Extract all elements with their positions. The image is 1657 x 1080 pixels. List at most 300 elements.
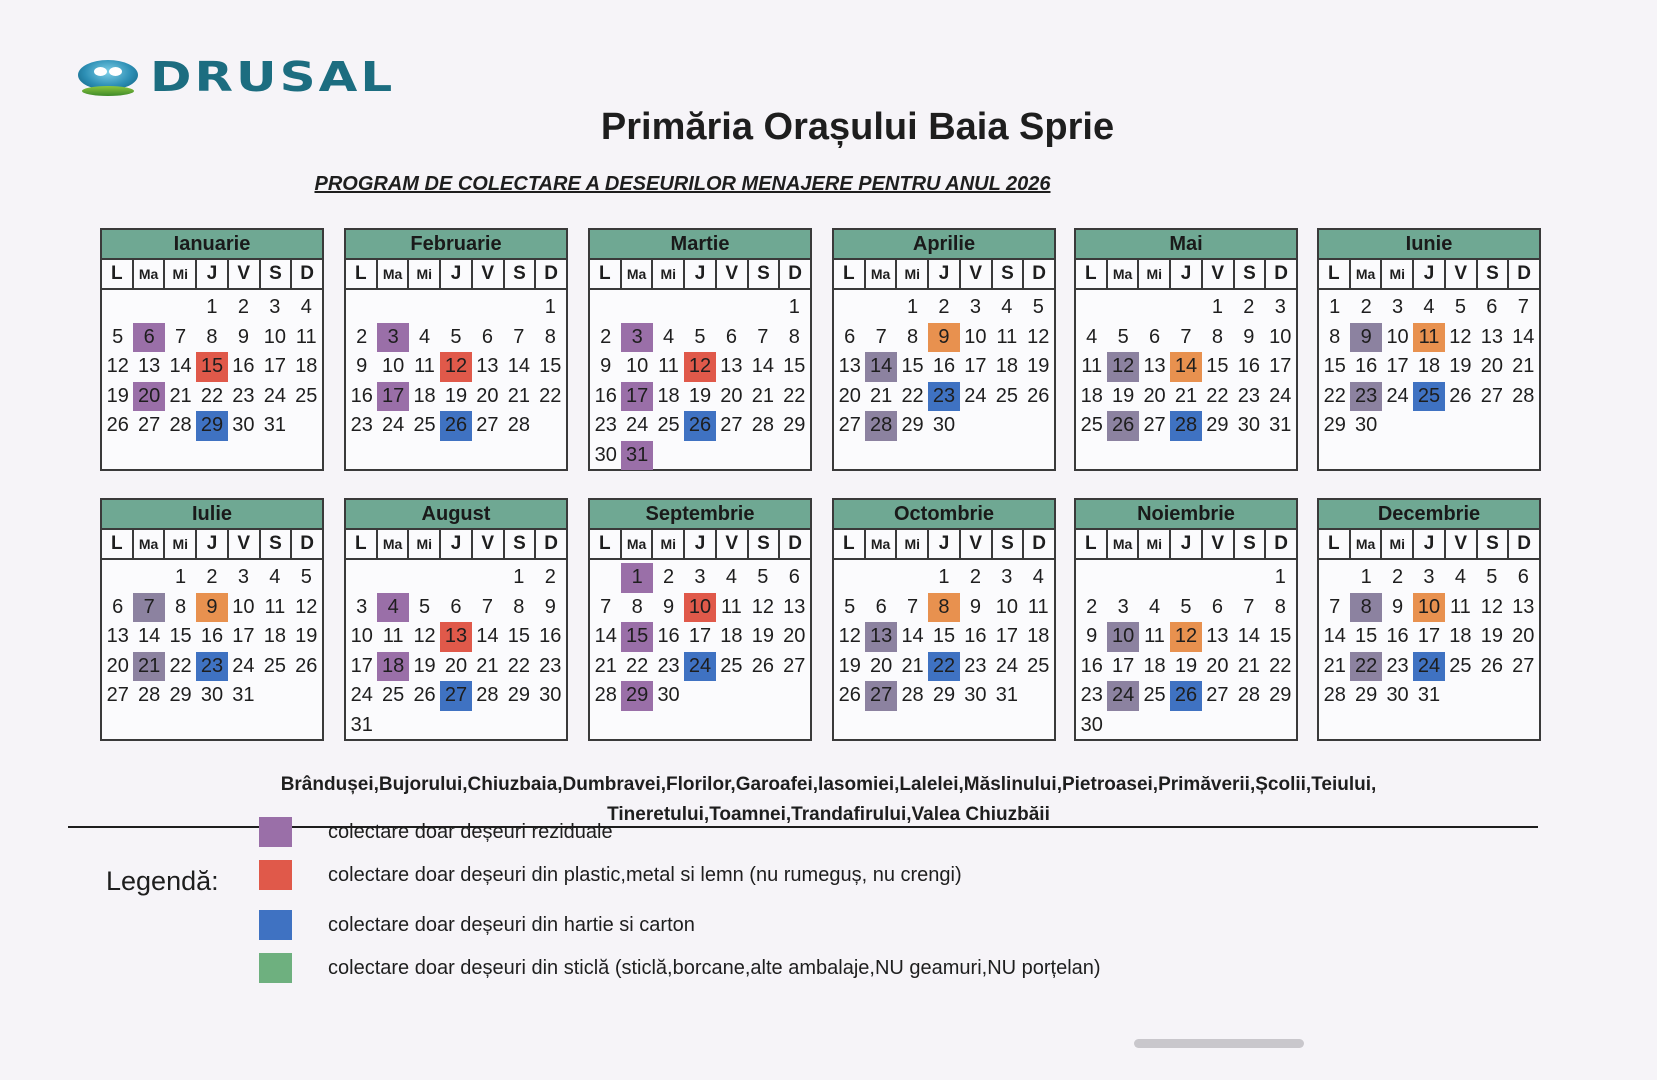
weekday-label: Mi [1382,260,1414,288]
day-cell: 20 [870,654,893,677]
weekday-label: Ma [1108,260,1140,288]
day-cell: 11 [295,325,317,348]
day-cell: 14 [169,355,192,377]
weekday-label: S [261,260,293,288]
day-cell-collection: 22 [1350,652,1381,682]
weekday-label: S [1235,530,1267,558]
day-cell: 10 [1269,325,1292,348]
day-cell: 11 [414,355,435,377]
day-cell: 1 [544,296,556,318]
day-cell: 10 [232,595,255,618]
weekday-label: V [961,260,993,288]
empty-cell [1107,563,1138,593]
day-grid [1076,560,1296,740]
day-cell-collection: 26 [1170,681,1201,711]
day-cell: 13 [1143,355,1166,377]
month-ianuarie [100,228,324,471]
day-cell: 28 [169,414,192,436]
empty-cell [621,293,652,323]
day-cell: 26 [838,684,861,706]
day-cell: 27 [838,414,861,436]
day-cell: 1 [1329,296,1341,318]
day-cell: 22 [507,654,530,677]
weekday-label: Ma [622,260,654,288]
day-cell: 30 [200,684,224,706]
day-cell: 19 [1112,384,1135,407]
legend-title: Legendă: [106,866,219,896]
weekday-label: Ma [134,260,166,288]
day-cell: 26 [1480,654,1503,677]
day-cell: 22 [1323,384,1346,407]
weekday-label: L [102,530,134,558]
weekday-header [346,260,566,290]
day-cell: 7 [875,325,887,348]
day-cell: 28 [751,414,774,436]
empty-cell [1170,563,1201,593]
legend-swatch-red [259,860,292,890]
day-cell: 5 [1180,595,1192,618]
day-cell: 21 [594,654,617,677]
day-cell: 6 [1149,325,1161,348]
day-cell: 18 [657,384,680,407]
weekday-label: V [473,260,505,288]
empty-cell [684,293,715,323]
weekday-label: Ma [866,260,898,288]
street-list-line-2: Tineretului,Toamnei,Trandafirului,Valea Chiuzbăii [607,804,1050,825]
day-cell: 17 [350,654,373,677]
day-cell-collection: 11 [1413,323,1444,353]
day-cell: 1 [1274,566,1286,588]
day-grid [590,290,810,470]
day-cell: 18 [1143,654,1166,677]
month-decembrie [1317,498,1541,741]
day-cell: 25 [1449,654,1472,677]
day-cell: 21 [507,384,530,407]
day-cell: 10 [263,325,286,348]
day-cell: 2 [938,296,950,318]
day-cell: 19 [1027,355,1050,377]
day-cell: 19 [295,625,318,647]
weekday-label: L [1076,530,1108,558]
day-cell: 8 [1329,325,1341,348]
day-cell: 15 [1323,355,1346,377]
day-cell: 20 [1206,654,1229,677]
legend-text: colectare doar deșeuri din sticlă (sticlă,borcane,alte ambalaje,NU geamuri,NU porțelan) [328,956,1101,979]
weekday-label: V [717,530,749,558]
weekday-label: D [300,263,315,284]
day-cell: 6 [1517,566,1529,588]
weekday-label: L [590,260,622,288]
day-cell: 29 [901,414,924,436]
day-cell: 11 [382,625,404,647]
day-cell: 1 [175,566,187,588]
drusal-mascot-icon [78,56,140,98]
weekday-label: Ma [378,530,410,558]
day-cell: 30 [539,684,562,706]
day-cell-collection: 24 [1413,652,1444,682]
day-cell: 24 [232,654,255,677]
day-cell: 15 [1355,625,1378,647]
day-cell: 15 [539,355,562,377]
drusal-logo [78,52,395,102]
day-grid [102,290,322,441]
weekday-label: J [685,530,717,558]
day-cell: 13 [1480,325,1503,348]
day-cell: 14 [751,355,774,377]
day-cell: 24 [263,384,286,407]
day-cell: 8 [175,595,187,618]
month-title: Noiembrie [1076,500,1296,530]
empty-cell [133,563,164,593]
empty-cell [1170,293,1201,323]
day-cell: 4 [1454,566,1466,588]
weekday-label: S [1235,260,1267,288]
day-cell: 5 [757,566,769,588]
weekday-label: Ma [866,530,898,558]
weekday-header [834,530,1054,560]
day-cell: 4 [1149,595,1161,618]
scroll-indicator[interactable] [1134,1039,1304,1048]
page-subtitle: PROGRAM DE COLECTARE A DESEURILOR MENAJERE PENTRU ANUL 2026 [314,173,1051,195]
day-cell: 3 [1274,296,1286,318]
day-cell: 4 [269,566,281,588]
legend-item-hartie [259,910,695,940]
day-cell: 8 [206,325,218,348]
weekday-header [1076,530,1296,560]
empty-cell [834,563,865,593]
day-cell-collection: 20 [133,382,164,412]
day-cell: 21 [169,384,192,407]
day-cell: 27 [1512,654,1535,677]
day-cell-collection: 14 [865,352,896,382]
weekday-label: Mi [1382,530,1414,558]
street-list-line-1: Brândușei,Bujorului,Chiuzbaia,Dumbravei,Florilor,Garoafei,Iasomiei,Lalelei,Măslinului,Pietroasei,Primăverii,Școlii,Teiului, [280,774,1377,795]
day-cell: 14 [594,625,617,647]
weekday-label: J [441,260,473,288]
day-cell: 4 [419,325,431,348]
day-cell-collection: 3 [377,323,408,353]
day-cell: 1 [1360,566,1372,588]
day-cell: 11 [1081,355,1103,377]
day-cell: 11 [1450,595,1471,618]
day-cell: 2 [544,566,556,588]
day-cell: 13 [476,355,499,377]
day-cell: 16 [232,355,255,377]
day-cell: 15 [169,625,192,647]
empty-cell [346,293,377,323]
day-cell: 2 [237,296,249,318]
legend-swatch-green [259,953,292,983]
day-cell-collection: 9 [1350,323,1381,353]
day-cell: 2 [1392,566,1404,588]
month-mai [1074,228,1298,471]
day-cell: 30 [1355,414,1378,436]
empty-cell [377,563,408,593]
day-cell: 13 [106,625,129,647]
day-cell-collection: 24 [1107,681,1138,711]
day-cell: 20 [783,625,806,647]
empty-cell [1107,293,1138,323]
day-cell: 29 [1323,414,1346,436]
day-cell: 31 [263,414,286,436]
day-cell: 10 [382,355,405,377]
weekday-label: S [505,530,537,558]
weekday-label: J [197,530,229,558]
day-grid [834,560,1054,711]
day-cell: 17 [995,625,1018,647]
day-cell: 19 [751,625,774,647]
day-cell-collection: 26 [440,411,471,441]
empty-cell [834,293,865,323]
day-cell: 30 [1386,684,1409,706]
day-cell: 7 [175,325,187,348]
day-cell-collection: 27 [865,681,896,711]
day-cell: 8 [1211,325,1223,348]
day-cell: 13 [783,595,806,618]
weekday-label: S [749,260,781,288]
day-cell: 30 [964,684,987,706]
day-cell: 2 [1360,296,1372,318]
day-grid [1319,560,1539,711]
day-cell: 27 [783,654,806,677]
month-februarie [344,228,568,471]
empty-cell [1076,563,1107,593]
day-cell: 26 [1027,384,1050,407]
day-cell: 25 [1143,684,1166,706]
day-cell: 4 [1086,325,1098,348]
month-august [344,498,568,741]
day-cell: 26 [751,654,774,677]
day-cell: 7 [907,595,919,618]
empty-cell [102,563,133,593]
day-cell-collection: 12 [440,352,471,382]
weekday-label: D [300,533,315,554]
legend-text: colectare doar deșeuri din plastic,metal si lemn (nu rumeguș, nu crengi) [328,863,962,886]
month-title: Septembrie [590,500,810,530]
day-grid [834,290,1054,441]
weekday-label: J [1171,530,1203,558]
empty-cell [133,293,164,323]
day-cell: 17 [688,625,712,647]
day-cell: 26 [295,654,318,677]
day-cell: 28 [1237,684,1260,706]
day-cell: 19 [838,654,861,677]
month-octombrie [832,498,1056,741]
weekday-header [102,530,322,560]
weekday-label: D [788,263,803,284]
day-cell: 5 [450,325,462,348]
weekday-label: L [346,530,378,558]
day-cell: 22 [901,384,924,407]
weekday-label: D [1032,263,1047,284]
day-cell: 30 [1237,414,1260,436]
day-cell: 29 [1355,684,1378,706]
weekday-label: V [717,260,749,288]
day-cell: 19 [413,654,436,677]
day-cell: 10 [995,595,1018,618]
empty-cell [897,563,928,593]
day-cell: 12 [751,595,774,618]
day-cell: 8 [513,595,525,618]
day-cell-collection: 27 [440,681,471,711]
day-cell: 26 [1449,384,1472,407]
day-cell: 25 [413,414,436,436]
weekday-label: Mi [409,530,441,558]
weekday-header [1076,260,1296,290]
day-grid [590,560,810,711]
day-cell-collection: 9 [928,323,959,353]
day-cell: 1 [788,296,800,318]
day-cell: 14 [138,625,161,647]
day-cell: 18 [1449,625,1472,647]
day-cell: 5 [1454,296,1466,318]
day-cell: 15 [932,625,956,647]
day-cell: 20 [720,384,743,407]
empty-cell [440,293,471,323]
day-cell: 6 [112,595,124,618]
day-cell: 21 [1323,654,1346,677]
day-cell: 8 [544,325,556,348]
day-cell-collection: 10 [1413,593,1444,623]
day-cell: 29 [783,414,806,436]
day-cell: 20 [1480,355,1503,377]
day-cell: 25 [995,384,1018,407]
day-cell: 5 [1032,296,1044,318]
day-cell: 28 [476,684,499,706]
weekday-label: L [1319,530,1351,558]
day-cell: 13 [138,355,161,377]
day-cell: 15 [507,625,530,647]
logo-text: DRUSAL [150,53,396,101]
empty-cell [165,293,196,323]
day-cell: 23 [1080,684,1103,706]
weekday-label: V [1203,530,1235,558]
day-cell: 25 [263,654,286,677]
day-cell: 30 [657,684,680,706]
day-cell: 9 [237,325,249,348]
month-title: Decembrie [1319,500,1539,530]
day-cell: 16 [964,625,987,647]
day-cell: 5 [419,595,431,618]
weekday-header [590,530,810,560]
legend-item-sticla [259,953,1101,983]
day-cell: 27 [106,684,129,706]
day-cell: 19 [1174,654,1198,677]
day-cell: 18 [413,384,436,407]
day-cell-collection: 10 [1107,622,1138,652]
weekday-label: Ma [378,260,410,288]
weekday-label: J [685,260,717,288]
month-title: Martie [590,230,810,260]
day-cell: 21 [751,384,774,407]
empty-cell [865,563,896,593]
day-cell: 24 [1269,384,1292,407]
day-cell: 22 [200,384,224,407]
month-title: Februarie [346,230,566,260]
day-cell: 16 [1237,355,1260,377]
day-cell: 10 [626,355,649,377]
day-cell: 2 [1086,595,1098,618]
day-cell: 29 [1269,684,1292,706]
day-cell: 7 [481,595,493,618]
day-cell-collection: 13 [440,622,471,652]
day-cell: 9 [663,595,675,618]
day-cell: 6 [725,325,737,348]
day-cell: 25 [382,684,405,706]
day-cell-collection: 14 [1170,352,1201,382]
day-cell-collection: 23 [928,382,959,412]
day-cell: 9 [1086,625,1098,647]
month-title: August [346,500,566,530]
day-cell: 9 [969,595,981,618]
weekday-label: Ma [1351,530,1383,558]
day-cell: 6 [481,325,493,348]
day-cell: 23 [350,414,373,436]
day-cell: 4 [1001,296,1013,318]
day-cell: 21 [1174,384,1198,407]
day-cell: 12 [295,595,318,618]
day-cell: 20 [106,654,129,677]
day-cell-collection: 12 [1107,352,1138,382]
day-cell-collection: 26 [684,411,715,441]
day-cell: 12 [838,625,861,647]
empty-cell [590,293,621,323]
weekday-label: L [346,260,378,288]
day-cell: 12 [1027,325,1050,348]
day-cell: 30 [232,414,255,436]
weekday-label: Ma [134,530,166,558]
weekday-label: S [993,260,1025,288]
legend-swatch-blue [259,910,292,940]
month-martie [588,228,812,471]
day-cell-collection: 7 [133,593,164,623]
weekday-label: L [102,260,134,288]
day-cell-collection: 10 [684,593,715,623]
day-cell: 22 [169,654,192,677]
weekday-label: Mi [165,530,197,558]
weekday-label: L [834,530,866,558]
day-cell: 9 [1392,595,1404,618]
day-cell: 22 [539,384,562,407]
day-cell: 17 [964,355,987,377]
day-grid [346,290,566,441]
day-cell: 3 [269,296,281,318]
day-cell: 10 [1386,325,1409,348]
day-cell-collection: 17 [377,382,408,412]
day-cell: 29 [507,684,530,706]
day-cell: 24 [626,414,649,436]
day-cell: 14 [901,625,924,647]
day-cell: 4 [725,566,737,588]
empty-cell [503,293,534,323]
day-cell: 9 [544,595,556,618]
month-septembrie [588,498,812,741]
day-cell: 6 [844,325,856,348]
day-cell: 23 [594,414,617,436]
day-cell: 3 [356,595,368,618]
day-cell: 24 [1386,384,1409,407]
day-cell: 24 [382,414,405,436]
day-cell: 31 [350,713,373,736]
weekday-label: S [505,260,537,288]
day-cell: 17 [263,355,286,377]
day-cell: 30 [1080,713,1103,736]
day-cell: 17 [1386,355,1409,377]
month-title: Octombrie [834,500,1054,530]
day-cell: 23 [1237,384,1260,407]
empty-cell [102,293,133,323]
day-cell: 7 [1243,595,1255,618]
